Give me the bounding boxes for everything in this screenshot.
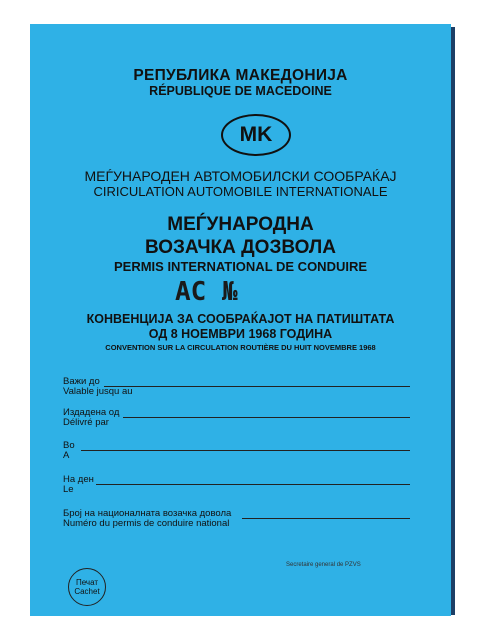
permit-title-line2: ВОЗАЧКА ДОЗВОЛА bbox=[145, 237, 336, 258]
field-place-line[interactable] bbox=[81, 450, 410, 451]
field-place bbox=[63, 441, 75, 461]
permit-cover bbox=[30, 24, 451, 616]
field-national-license-label-mk: Број на националната возачка довола bbox=[63, 508, 232, 519]
traffic-title-mk: МЕЃУНАРОДЕН АВТОМОБИЛСКИ СООБРАЌАЈ bbox=[84, 168, 397, 184]
field-national-license-line[interactable] bbox=[242, 518, 410, 519]
seal-label-fr: Cachet bbox=[74, 587, 100, 596]
field-date-label-fr: Le bbox=[63, 484, 74, 495]
field-issued-by-label-mk: Издадена од bbox=[63, 407, 120, 418]
republic-title-fr: RÉPUBLIQUE DE MACEDOINE bbox=[149, 84, 332, 98]
field-issued-by-label-fr: Délivré par bbox=[63, 417, 109, 428]
convention-line2: ОД 8 НОЕМВРИ 1968 ГОДИНА bbox=[148, 327, 333, 341]
field-date-line[interactable] bbox=[96, 484, 410, 485]
seal-label-mk: Печат bbox=[75, 578, 99, 587]
field-issued-by bbox=[63, 408, 119, 428]
field-place-label-fr: A bbox=[63, 450, 70, 461]
serial-number: AC № bbox=[175, 277, 238, 307]
permit-title-line1: МЕЃУНАРОДНА bbox=[167, 214, 314, 235]
field-national-license-number bbox=[63, 509, 231, 529]
permit-title-fr: PERMIS INTERNATIONAL DE CONDUIRE bbox=[113, 259, 368, 274]
field-date-label-mk: На ден bbox=[63, 474, 94, 485]
traffic-title-fr: CIRICULATION AUTOMOBILE INTERNATIONALE bbox=[93, 184, 388, 199]
field-date bbox=[63, 475, 94, 495]
booklet-edge bbox=[451, 27, 455, 615]
field-valid-until-line[interactable] bbox=[104, 386, 410, 387]
republic-title-mk: РЕПУБЛИКА МАКЕДОНИЈА bbox=[133, 67, 348, 84]
field-valid-until-label-fr: Valable jusqu au bbox=[63, 386, 133, 397]
field-national-license-label-fr: Numéro du permis de conduire national bbox=[63, 518, 230, 529]
field-valid-until-label-mk: Важи до bbox=[63, 376, 100, 387]
country-code: MK bbox=[239, 123, 273, 146]
signature-caption: Secretaire general de PZVS bbox=[286, 562, 361, 568]
seal-circle bbox=[68, 568, 106, 606]
field-issued-by-line[interactable] bbox=[123, 417, 410, 418]
field-valid-until bbox=[63, 377, 133, 397]
convention-fr: CONVENTION SUR LA CIRCULATION ROUTIÈRE DU HUIT NOVEMBRE 1968 bbox=[105, 343, 376, 352]
field-place-label-mk: Во bbox=[63, 440, 75, 451]
country-code-oval bbox=[221, 114, 291, 156]
convention-line1: КОНВЕНЦИЈА ЗА СООБРАЌАЈОТ НА ПАТИШТАТА bbox=[86, 312, 395, 326]
